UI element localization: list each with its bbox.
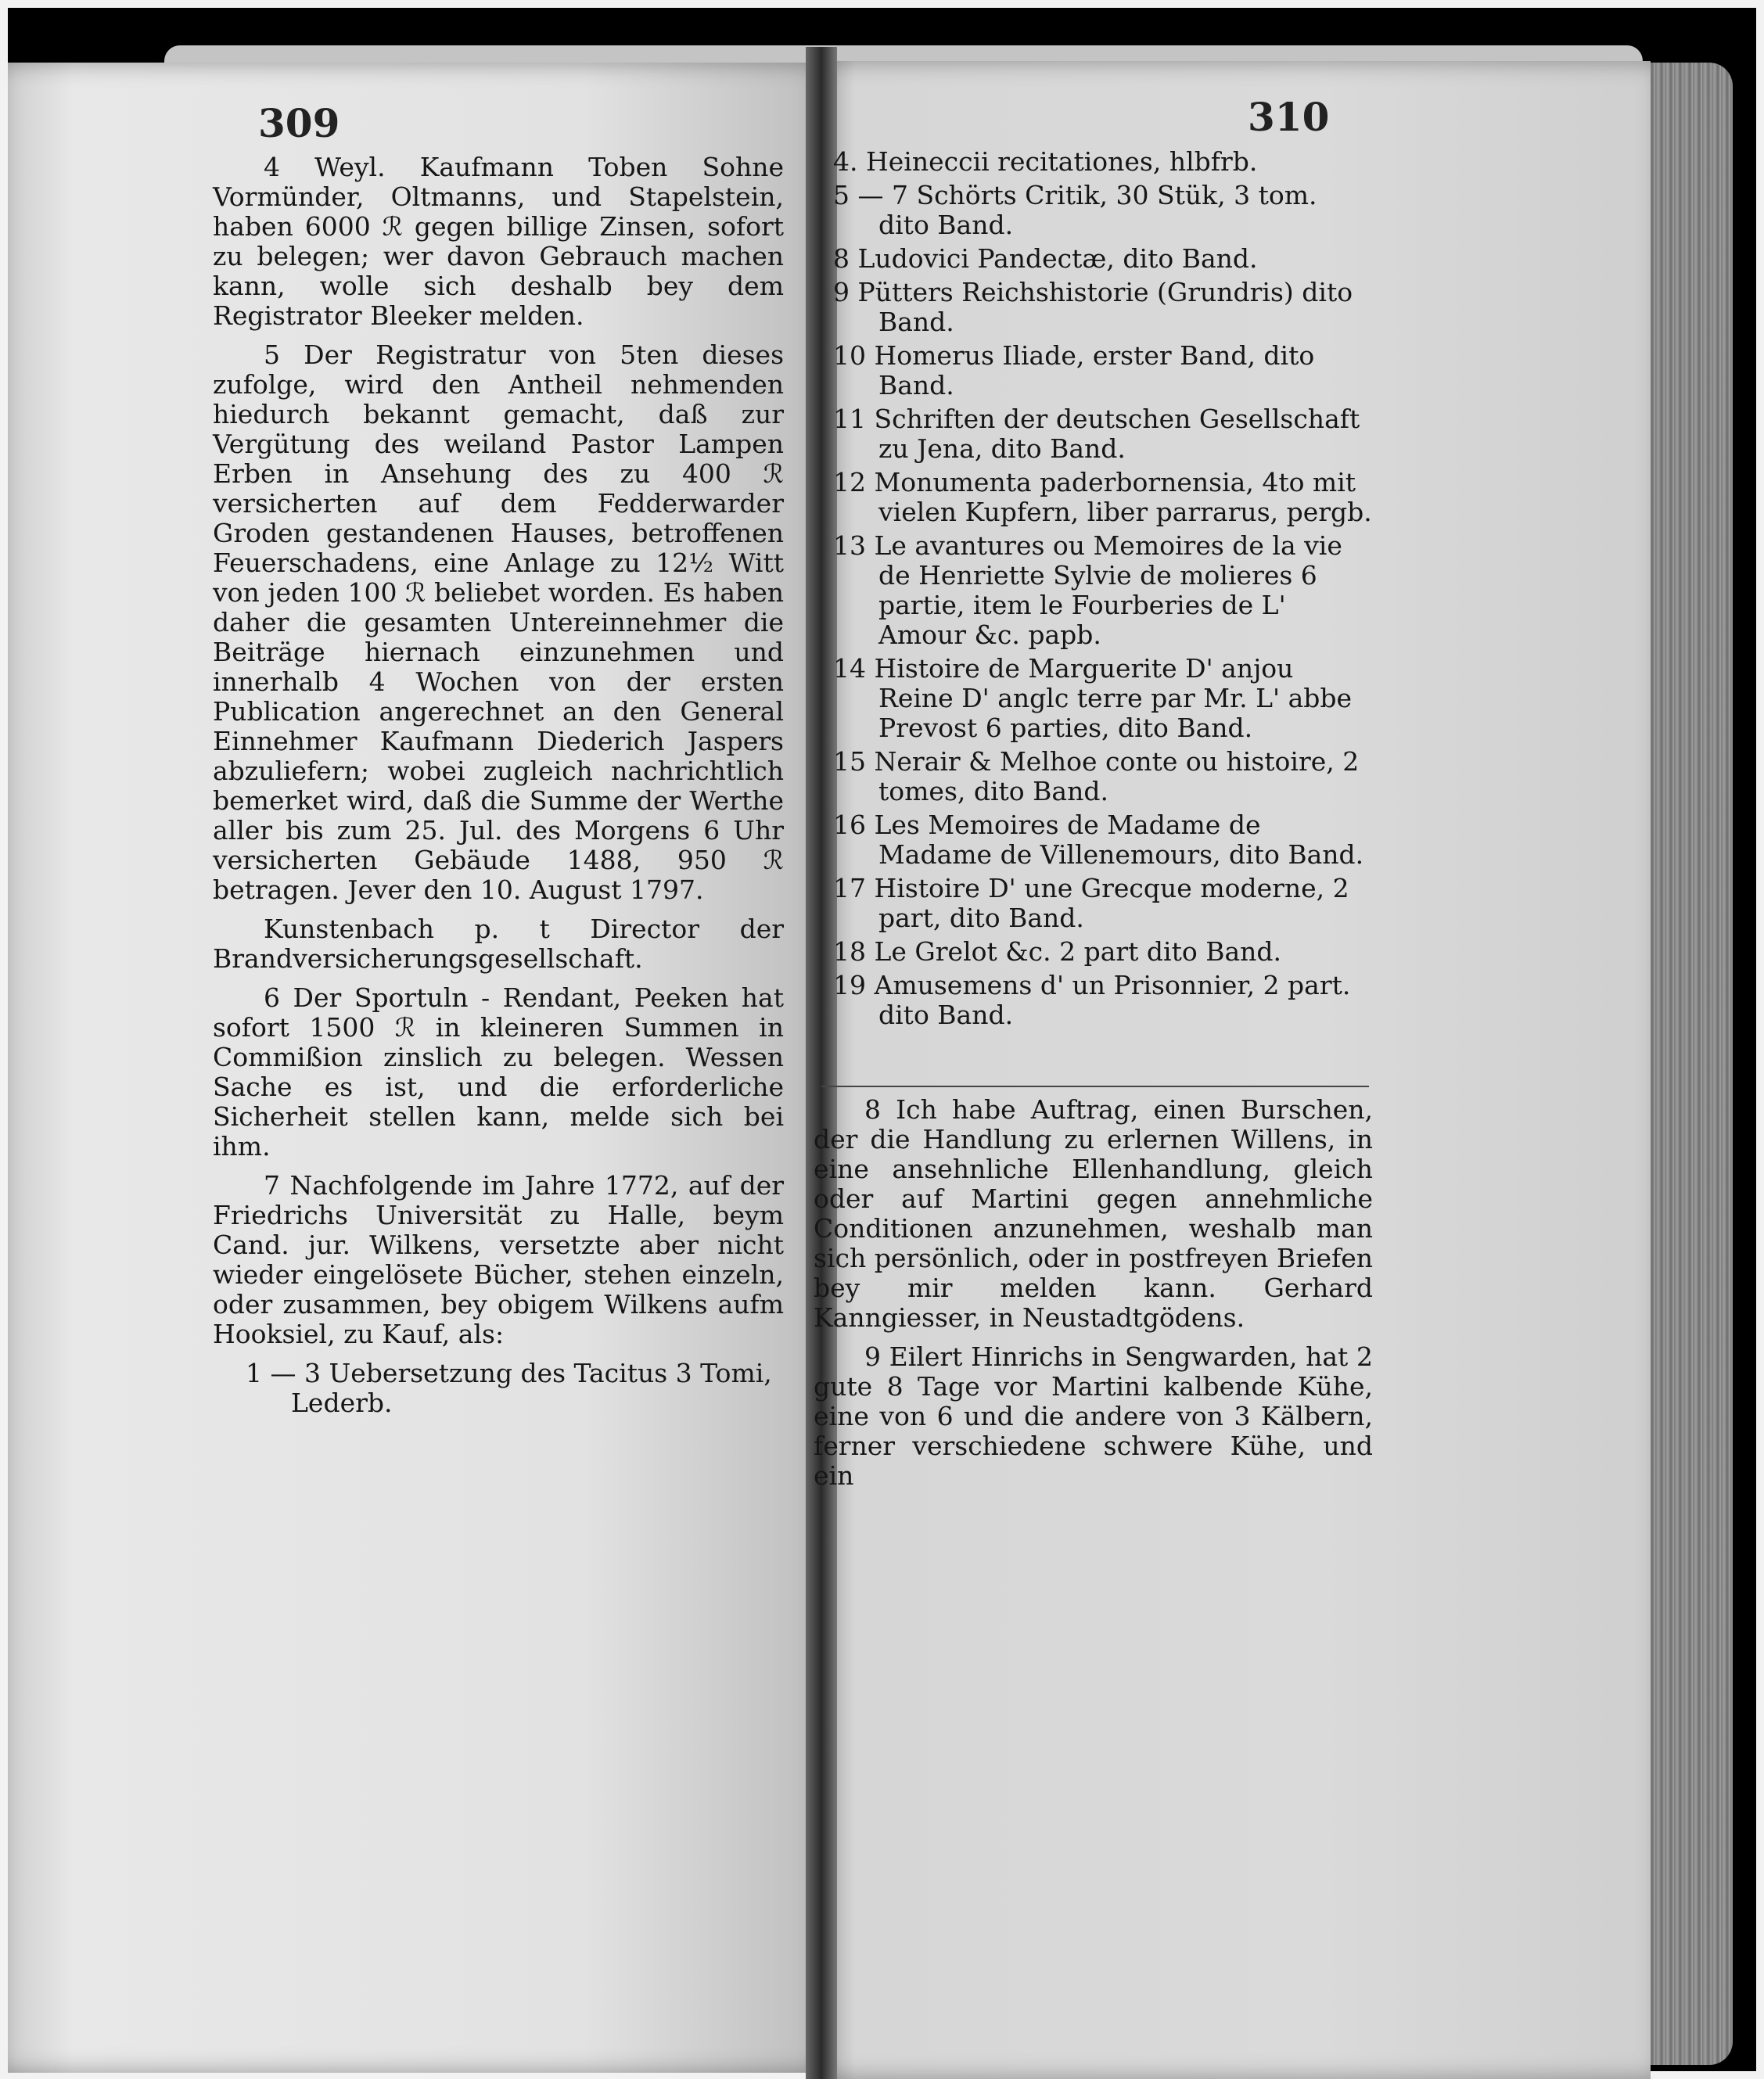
notice-4: 4 Weyl. Kaufmann Toben Sohne Vormünder, Oltmanns, und Stapelstein, haben 6000 ℛ gegen billige Zinsen, sofort zu belegen; wer davon Gebrauch machen kann, wolle sich deshalb bey dem Registrator Bleeker melden. [213,152,784,331]
page-number-right: 310 [1248,94,1330,140]
book-entry-13: 13 Le avantures ou Memoires de la vie de Henriette Sylvie de molieres 6 partie, item le Fourberies de L' Amour &c. papb. [833,530,1342,650]
notice-6: 6 Der Sportuln - Rendant, Peeken hat sofort 1500 ℛ in kleineren Summen in Commißion zinslich zu belegen. Wessen Sache es ist, und die erforderliche Sicherheit stellen kann, melde sich bei ihm. [213,982,784,1162]
book-entry-5-7: 5 — 7 Schörts Critik, 30 Stük, 3 tom. dito Band. [833,180,1317,240]
section-divider [821,1086,1369,1087]
book-entry-16: 16 Les Memoires de Madame de Madame de Villenemours, dito Band. [833,810,1364,870]
page-number-left: 309 [258,100,340,146]
notice-5: 5 Der Registratur von 5ten dieses zufolge, wird den Antheil nehmenden hiedurch bekannt gemacht, daß zur Vergütung des weiland Pastor Lampen Erben in Ansehung des zu 400 ℛ versicherten auf dem Fedderwarder Groden gestandenen Hauses, betroffenen Feuerschadens, eine Anlage zu 12½ Witt von jeden 100 ℛ beliebet worden. Es haben daher die gesamten Untereinnehmer die Beiträge hiernach einzunehmen und innerhalb 4 Wochen von der ersten Publication angerechnet an den General Einnehmer Kaufmann Diederich Jaspers abzuliefern; wobei zugleich nachrichtlich bemerket wird, daß die Summe der Werthe aller bis zum 25. Jul. des Morgens 6 Uhr versicherten Gebäude 1488, 950 ℛ betragen. Jever den 10. August 1797. [213,339,784,905]
book-entry-18: 18 Le Grelot &c. 2 part dito Band. [833,936,1281,967]
book-entry-11: 11 Schriften der deutschen Gesellschaft zu Jena, dito Band. [833,404,1360,464]
right-column-notices [814,1095,1373,1500]
scan-border-right [1756,0,1764,2079]
notice-9: 9 Eilert Hinrichs in Sengwarden, hat 2 gute 8 Tage vor Martini kalbende Kühe, eine von 6 und die andere von 3 Kälbern, ferner verschiedene schwere Kühe, und ein [814,1341,1373,1491]
book-entry-15: 15 Nerair & Melhoe conte ou histoire, 2 tomes, dito Band. [833,746,1360,806]
notice-7: 7 Nachfolgende im Jahre 1772, auf der Friedrichs Universität zu Halle, beym Cand. jur. Wilkens, versetzte aber nicht wieder eingelösete Bücher, stehen einzeln, oder zusammen, bey obigem Wilkens aufm Hooksiel, zu Kauf, als: [213,1170,784,1349]
book-entry-17: 17 Histoire D' une Grecque moderne, 2 part, dito Band. [833,873,1349,933]
notice-8: 8 Ich habe Auftrag, einen Burschen, der die Handlung zu erlernen Willens, in eine ansehnliche Ellenhandlung, gleich oder auf Martini gegen annehmliche Conditionen anzunehmen, weshalb man sich persönlich, oder in postfreyen Briefen bey mir melden kann. Gerhard Kanngiesser, in Neustadtgödens. [814,1094,1373,1333]
book-entry-12: 12 Monumenta paderbornensia, 4to mit vielen Kupfern, liber parrarus, pergb. [833,467,1372,527]
book-entry-1: 1 — 3 Uebersetzung des Tacitus 3 Tomi, Lederb. [246,1358,772,1418]
scan-border-top [0,0,1764,8]
book-entry-14: 14 Histoire de Marguerite D' anjou Reine D' anglc terre par Mr. L' abbe Prevost 6 parties, dito Band. [833,653,1353,743]
book-entry-19: 19 Amusemens d' un Prisonnier, 2 part. dito Band. [833,970,1351,1030]
right-column-entries [833,147,1373,1034]
notice-5-signature: Kunstenbach p. t Director der Brandversicherungsgesellschaft. [213,914,784,974]
scan-border-left [0,0,8,2079]
book-entry-4: 4. Heineccii recitationes, hlbfrb. [833,146,1258,177]
left-column [213,153,784,1422]
book-entry-8: 8 Ludovici Pandectæ, dito Band. [833,243,1258,274]
book-gutter [806,47,837,2079]
book-entry-9: 9 Pütters Reichshistorie (Grundris) dito Band. [833,277,1353,337]
book-entry-10: 10 Homerus Iliade, erster Band, dito Band. [833,340,1315,400]
